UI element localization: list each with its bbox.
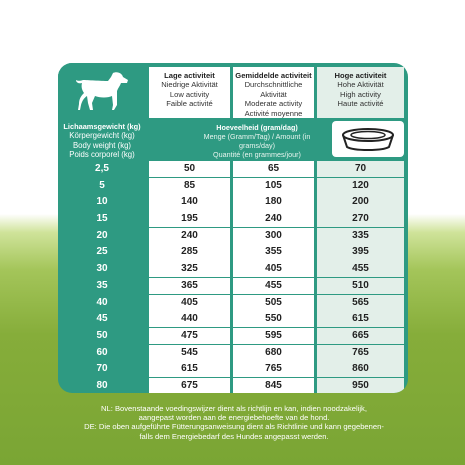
note-nl-line2: aangepast worden aan de energiebehoefte van de hond.	[138, 413, 330, 423]
amount-cell-low: 285	[149, 244, 230, 260]
amount-cell-low: 195	[149, 211, 230, 227]
food-bowl-icon	[340, 126, 396, 152]
amount-cell-moderate: 505	[233, 295, 314, 311]
weight-cell: 30	[96, 263, 108, 275]
amount-cell-moderate: 240	[233, 211, 314, 227]
amount-cell-high: 510	[317, 278, 404, 294]
amount-cell-low: 545	[149, 345, 230, 361]
amount-cell-low: 615	[149, 361, 230, 377]
weight-cell: 50	[96, 329, 108, 341]
weight-cell: 5	[99, 179, 105, 191]
amount-cell-high: 860	[317, 361, 404, 377]
activity-moderate-header	[233, 67, 314, 118]
weight-cell: 45	[96, 313, 108, 325]
table-row	[58, 295, 408, 311]
food-bowl-box	[332, 121, 404, 157]
weight-cell: 15	[96, 213, 108, 225]
amount-cell-low: 475	[149, 328, 230, 344]
table-row	[58, 178, 408, 194]
feeding-rows	[58, 161, 408, 393]
activity-high-en: High activity	[340, 89, 381, 99]
weight-cell: 40	[96, 296, 108, 308]
amount-header	[147, 118, 408, 160]
amount-cell-moderate: 595	[233, 328, 314, 344]
weight-cell: 35	[96, 279, 108, 291]
activity-high-fr: Haute activité	[337, 99, 384, 109]
amount-header-de-en: Menge (Gramm/Tag) / Amount (in grams/day)	[203, 132, 311, 150]
weight-cell: 20	[96, 229, 108, 241]
note-de-line1: DE: Die oben aufgeführte Fütterungsanweisung dient als Richtlinie und kann gegebenen-	[84, 422, 384, 432]
amount-cell-low: 140	[149, 194, 230, 210]
amount-cell-high: 950	[317, 378, 404, 393]
amount-cell-low: 365	[149, 278, 230, 294]
amount-cell-low: 240	[149, 228, 230, 244]
table-row	[58, 328, 408, 344]
amount-cell-high: 270	[317, 211, 404, 227]
table-row	[58, 345, 408, 361]
amount-cell-moderate: 550	[233, 311, 314, 327]
amount-cell-moderate: 405	[233, 261, 314, 277]
amount-cell-high: 120	[317, 178, 404, 194]
weight-header-fr: Poids corporel (kg)	[69, 150, 135, 159]
amount-cell-moderate: 180	[233, 194, 314, 210]
table-row	[58, 311, 408, 327]
table-row	[58, 228, 408, 244]
amount-cell-low: 675	[149, 378, 230, 393]
amount-cell-high: 565	[317, 295, 404, 311]
activity-low-fr: Faible activité	[166, 99, 213, 109]
amount-cell-high: 395	[317, 244, 404, 260]
dog-icon-box	[58, 63, 146, 118]
activity-moderate-en: Moderate activity	[244, 99, 303, 109]
table-row	[58, 361, 408, 377]
amount-cell-low: 325	[149, 261, 230, 277]
weight-cell: 25	[96, 246, 108, 258]
weight-cell: 2,5	[95, 163, 109, 174]
amount-cell-low: 85	[149, 178, 230, 194]
amount-cell-high: 665	[317, 328, 404, 344]
weight-cell: 80	[96, 379, 108, 391]
amount-cell-low: 405	[149, 295, 230, 311]
feeding-table-card	[58, 63, 408, 393]
activity-moderate-de: Durchschnittliche Aktivität	[244, 80, 303, 99]
amount-cell-moderate: 355	[233, 244, 314, 260]
activity-low-nl: Lage activiteit	[164, 71, 215, 80]
dog-silhouette-icon	[73, 69, 131, 113]
activity-high-header	[317, 67, 404, 118]
table-row	[58, 278, 408, 294]
amount-cell-moderate: 680	[233, 345, 314, 361]
activity-low-en: Low activity	[169, 89, 210, 99]
table-row	[58, 194, 408, 210]
amount-cell-moderate: 105	[233, 178, 314, 194]
amount-cell-high: 200	[317, 194, 404, 210]
table-row	[58, 244, 408, 260]
table-row	[58, 211, 408, 227]
note-nl-line1: NL: Bovenstaande voedingswijzer dient als richtlijn en kan, indien noodzakelijk,	[101, 404, 367, 413]
amount-header-nl: Hoeveelheid (gram/dag)	[216, 123, 298, 132]
activity-moderate-fr: Activité moyenne	[244, 108, 303, 118]
amount-cell-high: 335	[317, 228, 404, 244]
weight-cell: 60	[96, 346, 108, 358]
weight-header-de: Körpergewicht (kg)	[69, 131, 135, 140]
amount-header-fr: Quantité (en grammes/jour)	[213, 150, 301, 159]
amount-cell-low: 50	[149, 161, 230, 177]
weight-header-nl: Lichaamsgewicht (kg)	[63, 122, 141, 131]
amount-cell-low: 440	[149, 311, 230, 327]
amount-cell-moderate: 455	[233, 278, 314, 294]
activity-low-de: Niedrige Aktivität	[161, 80, 218, 90]
amount-cell-high: 70	[317, 161, 404, 177]
amount-cell-moderate: 765	[233, 361, 314, 377]
notes	[60, 404, 408, 441]
activity-high-nl: Hoge activiteit	[334, 71, 387, 80]
activity-moderate-nl: Gemiddelde activiteit	[235, 71, 312, 80]
amount-cell-high: 615	[317, 311, 404, 327]
amount-cell-moderate: 845	[233, 378, 314, 393]
amount-cell-moderate: 65	[233, 161, 314, 177]
amount-cell-moderate: 300	[233, 228, 314, 244]
note-de-line2: falls dem Energiebedarf des Hundes angepasst werden.	[139, 431, 329, 441]
table-row	[58, 161, 408, 177]
weight-cell: 10	[96, 196, 108, 208]
amount-cell-high: 765	[317, 345, 404, 361]
activity-high-de: Hohe Aktivität	[337, 80, 384, 90]
weight-header-en: Body weight (kg)	[72, 140, 132, 150]
table-row	[58, 378, 408, 393]
activity-low-header	[149, 67, 230, 118]
table-row	[58, 261, 408, 277]
amount-cell-high: 455	[317, 261, 404, 277]
weight-cell: 70	[96, 363, 108, 375]
